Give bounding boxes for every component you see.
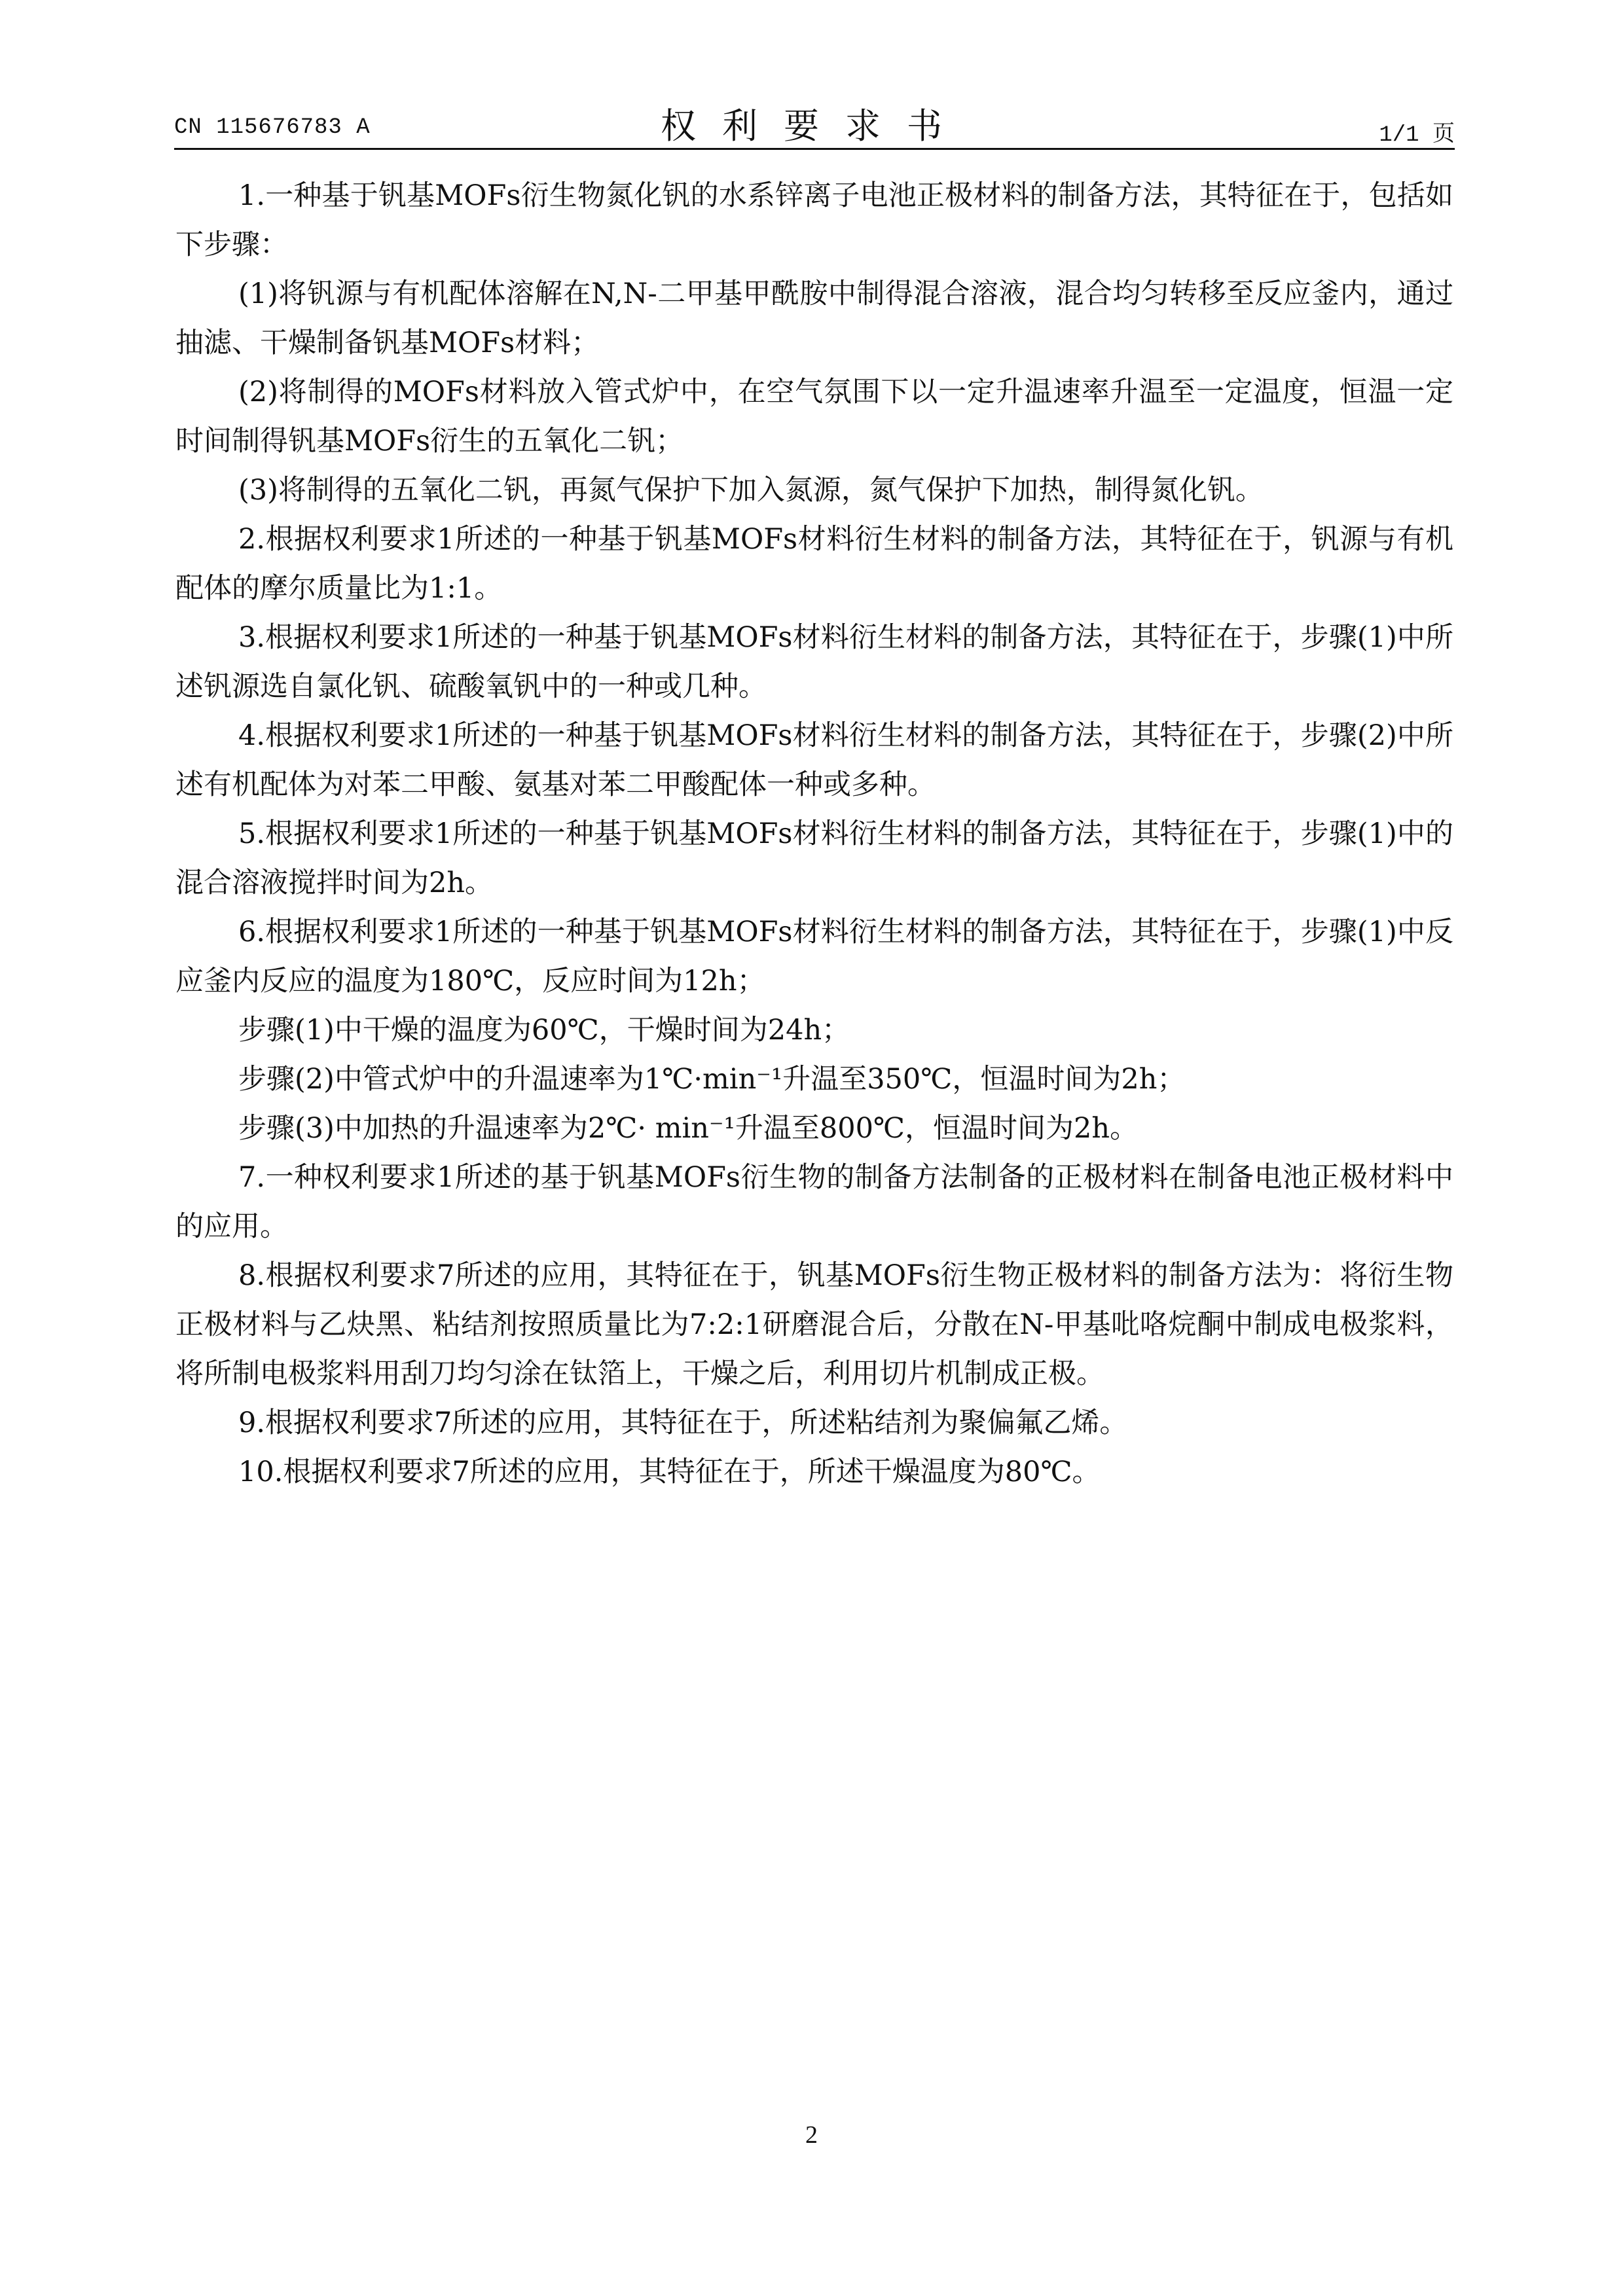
page-count: 1/1 页: [1379, 123, 1455, 148]
claim-1-step-1: (1)将钒源与有机配体溶解在N,N-二甲基甲酰胺中制得混合溶液，混合均匀转移至反应釜内，通过抽滤、干燥制备钒基MOFs材料；: [175, 278, 1453, 359]
document-title: 权利要求书: [661, 105, 968, 147]
claim-10: 10.根据权利要求7所述的应用，其特征在于，所述干燥温度为80℃。: [238, 1456, 1101, 1488]
claim-8: 8.根据权利要求7所述的应用，其特征在于，钒基MOFs衍生物正极材料的制备方法为：将衍生物正极材料与乙炔黑、粘结剂按照质量比为7:2:1研磨混合后，分散在N-甲基吡咯烷酮中制成电极浆料，将所制电极浆料用刮刀均匀涂在钛箔上，干燥之后，利用切片机制成正极。: [175, 1259, 1453, 1390]
claim-6: 6.根据权利要求1所述的一种基于钒基MOFs材料衍生材料的制备方法，其特征在于，步骤(1)中反应釜内反应的温度为180℃，反应时间为12h；: [175, 916, 1453, 997]
claim-1-step-3: (3)将制得的五氧化二钒，再氮气保护下加入氮源，氮气保护下加热，制得氮化钒。: [238, 474, 1264, 507]
claim-6-step-3: 步骤(3)中加热的升温速率为2℃· min⁻¹升温至800℃，恒温时间为2h。: [238, 1112, 1139, 1145]
claim-1: 1.一种基于钒基MOFs衍生物氮化钒的水系锌离子电池正极材料的制备方法，其特征在于，包括如下步骤：: [175, 179, 1453, 261]
claim-3: 3.根据权利要求1所述的一种基于钒基MOFs材料衍生材料的制备方法，其特征在于，步骤(1)中所述钒源选自氯化钒、硫酸氧钒中的一种或几种。: [175, 621, 1453, 703]
claim-6-step-1: 步骤(1)中干燥的温度为60℃，干燥时间为24h；: [238, 1014, 850, 1047]
claim-6-step-2: 步骤(2)中管式炉中的升温速率为1℃·min⁻¹升温至350℃，恒温时间为2h；: [238, 1063, 1186, 1096]
claims-body: [175, 171, 1453, 1497]
claim-2: 2.根据权利要求1所述的一种基于钒基MOFs材料衍生材料的制备方法，其特征在于，钒源与有机配体的摩尔质量比为1:1。: [175, 523, 1453, 605]
document-number: CN 115676783 A: [174, 115, 371, 140]
claim-5: 5.根据权利要求1所述的一种基于钒基MOFs材料衍生材料的制备方法，其特征在于，步骤(1)中的混合溶液搅拌时间为2h。: [175, 817, 1453, 899]
header-rule: [174, 148, 1455, 150]
claim-9: 9.根据权利要求7所述的应用，其特征在于，所述粘结剂为聚偏氟乙烯。: [238, 1407, 1128, 1439]
claim-7: 7.一种权利要求1所述的基于钒基MOFs衍生物的制备方法制备的正极材料在制备电池正极材料中的应用。: [175, 1161, 1453, 1243]
claim-1-step-2: (2)将制得的MOFs材料放入管式炉中，在空气氛围下以一定升温速率升温至一定温度，恒温一定时间制得钒基MOFs衍生的五氧化二钒；: [175, 376, 1453, 457]
page-number: 2: [805, 2121, 818, 2149]
claim-4: 4.根据权利要求1所述的一种基于钒基MOFs材料衍生材料的制备方法，其特征在于，步骤(2)中所述有机配体为对苯二甲酸、氨基对苯二甲酸配体一种或多种。: [175, 719, 1453, 801]
